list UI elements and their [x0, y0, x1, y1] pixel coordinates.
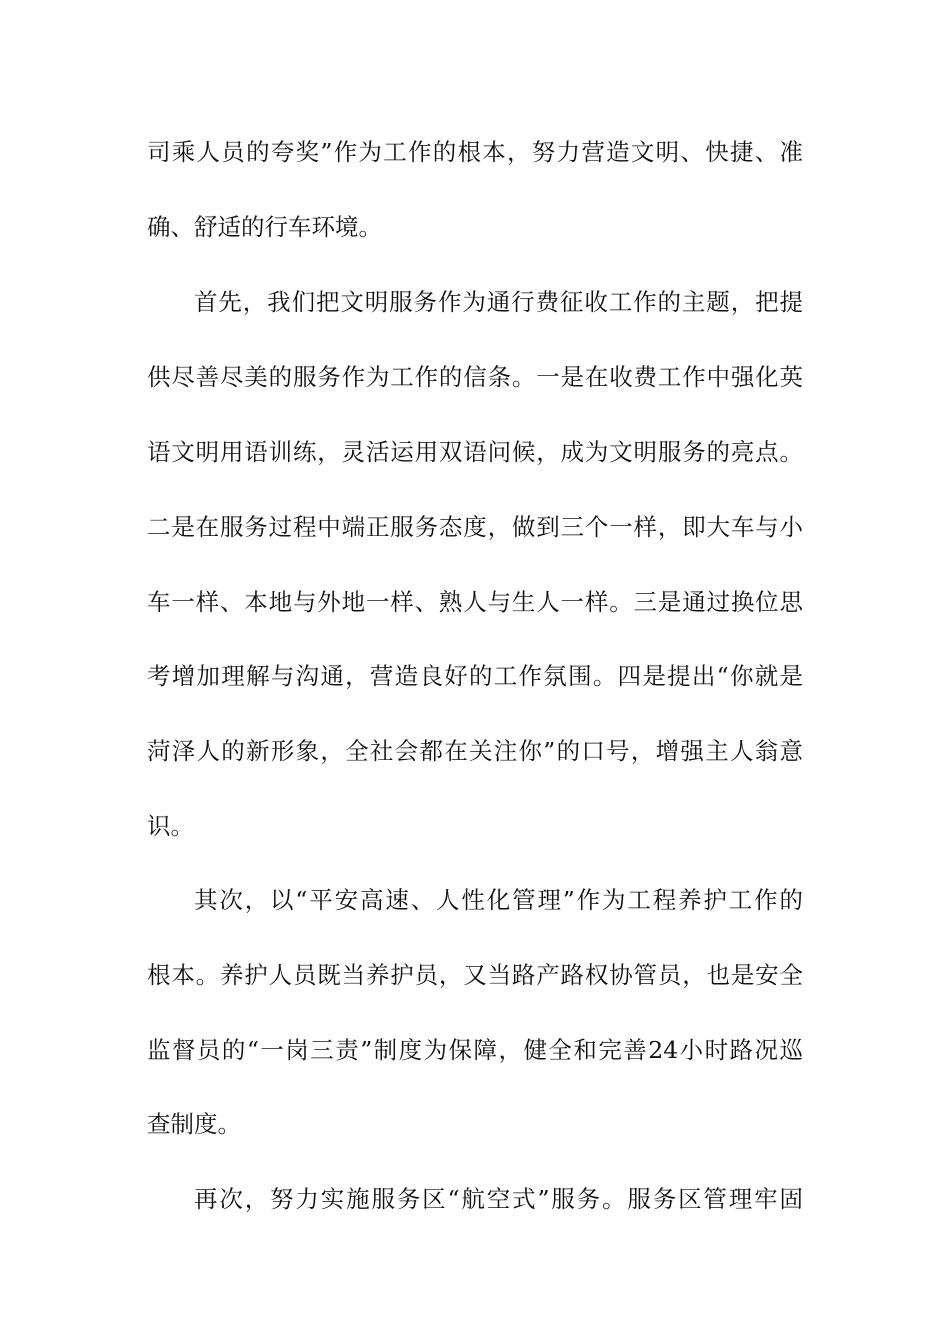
text-line: 语文明用语训练，灵活运用双语问候，成为文明服务的亮点。: [147, 438, 803, 466]
text-line: 识。: [147, 812, 194, 840]
text-line: 供尽善尽美的服务作为工作的信条。一是在收费工作中强化英: [147, 363, 803, 391]
text-line: 二是在服务过程中端正服务态度，做到三个一样，即大车与小: [147, 513, 803, 541]
text-line: 司乘人员的夸奖”作为工作的根本，努力营造文明、快捷、准: [147, 138, 803, 166]
text-line: 根本。养护人员既当养护员，又当路产路权协管员，也是安全: [147, 961, 803, 989]
text-line: 车一样、本地与外地一样、熟人与生人一样。三是通过换位思: [147, 588, 803, 616]
text-line: 查制度。: [147, 1110, 241, 1138]
paragraph-first-line: 再次，努力实施服务区“航空式”服务。服务区管理牢固: [194, 1185, 803, 1213]
text-line: 菏泽人的新形象，全社会都在关注你”的口号，增强主人翁意: [147, 737, 803, 765]
text-line: 考增加理解与沟通，营造良好的工作氛围。四是提出“你就是: [147, 662, 803, 690]
text-line: 监督员的“一岗三责”制度为保障，健全和完善24小时路况巡: [147, 1036, 803, 1064]
paragraph-first-line: 其次，以“平安高速、人性化管理”作为工程养护工作的: [194, 886, 803, 914]
text-line: 确、舒适的行车环境。: [147, 213, 382, 241]
paragraph-first-line: 首先，我们把文明服务作为通行费征收工作的主题，把提: [194, 288, 803, 316]
